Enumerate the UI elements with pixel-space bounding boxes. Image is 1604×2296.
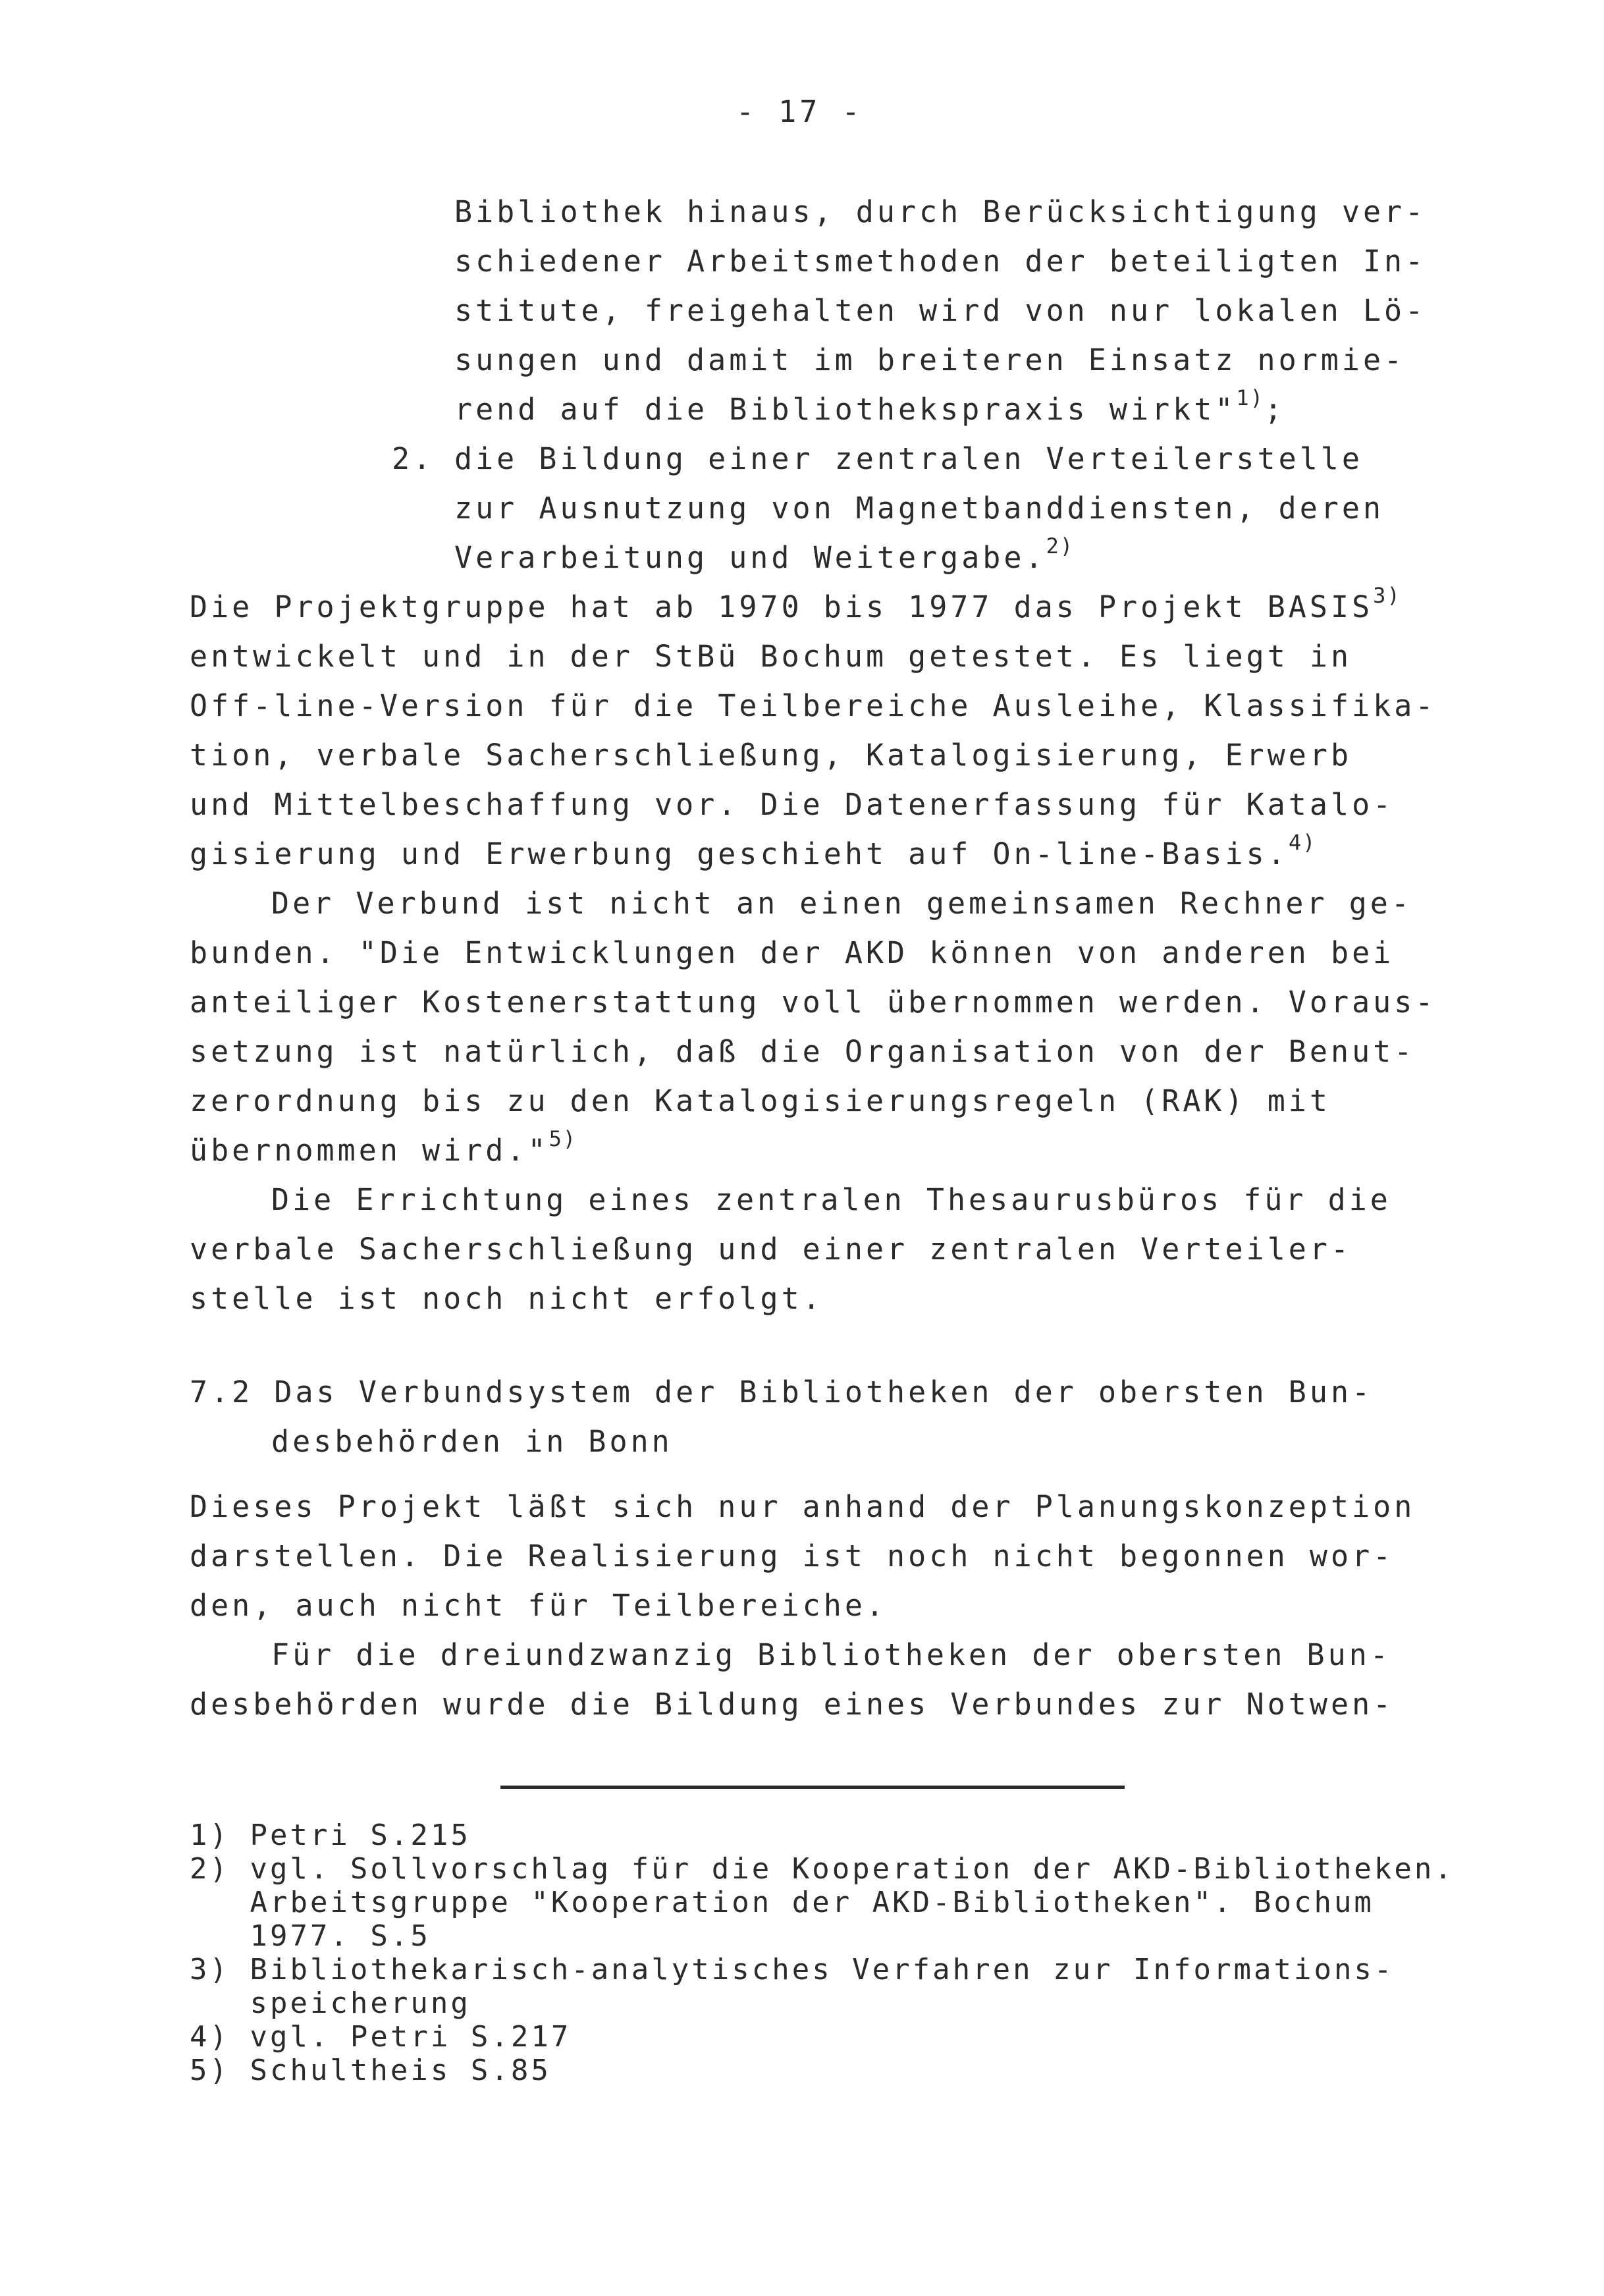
footnote-2: 2) vgl. Sollvorschlag für die Kooperation der AKD-Bibliotheken. xyxy=(190,1852,1455,1886)
para4-line-1: Dieses Projekt läßt sich nur anhand der Planungskonzeption xyxy=(190,1489,1416,1524)
para1-line-5: und Mittelbeschaffung vor. Die Datenerfassung für Katalo- xyxy=(190,787,1395,822)
para2-line-1: Der Verbund ist nicht an einen gemeinsamen Rechner ge- xyxy=(271,886,1412,921)
para3-line-1: Die Errichtung eines zentralen Thesaurusbüros für die xyxy=(271,1182,1391,1217)
footnote-ref-5: 5) xyxy=(548,1126,577,1151)
list-continuation-line-4: sungen und damit im breiteren Einsatz normie- xyxy=(454,342,1406,377)
para2-line-2: bunden. "Die Entwicklungen der AKD können von anderen bei xyxy=(190,935,1395,970)
list-continuation-line-5 xyxy=(454,385,1286,429)
para1-line-2: entwickelt und in der StBü Bochum getestet. Es liegt in xyxy=(190,639,1352,674)
footnote-separator xyxy=(500,1786,1125,1789)
list-continuation-line-1: Bibliothek hinaus, durch Berücksichtigung ver- xyxy=(454,194,1427,229)
footnote-3-cont: speicherung xyxy=(190,1986,471,2020)
para2-line-3: anteiliger Kostenerstattung voll übernommen werden. Voraus- xyxy=(190,985,1437,1020)
footnote-ref-2: 2) xyxy=(1046,533,1075,559)
para5-line-2: desbehörden wurde die Bildung eines Verbundes zur Notwen- xyxy=(190,1687,1395,1722)
list-continuation-line-3: stitute, freigehalten wird von nur lokalen Lö- xyxy=(454,293,1427,328)
list-item-2-text: Verarbeitung und Weitergabe. xyxy=(454,540,1046,575)
section-heading-line-1: 7.2 Das Verbundsystem der Bibliotheken der obersten Bun- xyxy=(190,1375,1374,1409)
footnote-5: 5) Schultheis S.85 xyxy=(190,2054,551,2087)
para4-line-2: darstellen. Die Realisierung ist noch nicht begonnen wor- xyxy=(190,1539,1395,1573)
list-continuation-text: rend auf die Bibliothekspraxis wirkt" xyxy=(454,392,1237,427)
footnote-ref-1: 1) xyxy=(1236,385,1264,410)
para1-line-4: tion, verbale Sacherschließung, Katalogisierung, Erwerb xyxy=(190,738,1352,773)
para3-line-3: stelle ist noch nicht erfolgt. xyxy=(190,1281,824,1316)
para1-line-1-text: Die Projektgruppe hat ab 1970 bis 1977 das Projekt BASIS xyxy=(190,589,1374,624)
list-item-2-line-3 xyxy=(454,533,1075,578)
footnote-2-cont-2: 1977. S.5 xyxy=(190,1919,431,1953)
footnote-2-cont-1: Arbeitsgruppe "Kooperation der AKD-Bibliotheken". Bochum xyxy=(190,1886,1374,1919)
list-item-2-number: 2. xyxy=(392,441,435,476)
para5-line-1: Für die dreiundzwanzig Bibliotheken der obersten Bun- xyxy=(271,1637,1391,1672)
footnote-4: 4) vgl. Petri S.217 xyxy=(190,2020,572,2054)
para1-line-6 xyxy=(190,830,1317,874)
para1-line-1 xyxy=(190,583,1401,627)
para4-line-3: den, auch nicht für Teilbereiche. xyxy=(190,1588,888,1623)
footnote-ref-3: 3) xyxy=(1373,583,1401,608)
para2-line-4: setzung ist natürlich, daß die Organisation von der Benut- xyxy=(190,1034,1416,1069)
para2-line-5: zerordnung bis zu den Katalogisierungsregeln (RAK) mit xyxy=(190,1083,1331,1118)
para1-line-3: Off-line-Version für die Teilbereiche Ausleihe, Klassifika- xyxy=(190,688,1437,723)
para3-line-2: verbale Sacherschließung und einer zentralen Verteiler- xyxy=(190,1232,1352,1267)
section-heading-line-2: desbehörden in Bonn xyxy=(271,1424,673,1459)
para2-line-6 xyxy=(190,1126,577,1170)
footnote-1: 1) Petri S.215 xyxy=(190,1818,471,1852)
page-number: - 17 - xyxy=(736,94,863,129)
list-item-2-line-1: die Bildung einer zentralen Verteilerstelle xyxy=(454,441,1363,476)
list-item-2-line-2: zur Ausnutzung von Magnetbanddiensten, deren xyxy=(454,491,1385,526)
para2-line-6-text: übernommen wird." xyxy=(190,1133,549,1168)
para1-line-6-text: gisierung und Erwerbung geschieht auf On-line-Basis. xyxy=(190,836,1289,871)
footnote-ref-4: 4) xyxy=(1288,830,1317,855)
list-continuation-line-2: schiedener Arbeitsmethoden der beteiligten In- xyxy=(454,244,1427,279)
list-continuation-end: ; xyxy=(1264,392,1286,427)
footnote-3: 3) Bibliothekarisch-analytisches Verfahren zur Informations- xyxy=(190,1953,1395,1986)
